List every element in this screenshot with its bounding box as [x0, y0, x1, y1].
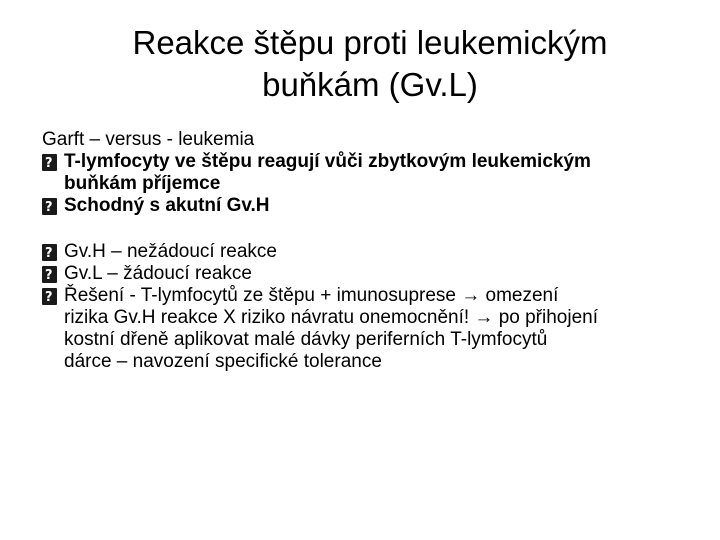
bullet-icon	[42, 288, 57, 305]
bullet-item	[42, 285, 702, 373]
bullet-text-cont: dárce – navození specifické tolerance	[64, 351, 382, 372]
bullet-text: Schodný s akutní Gv.H	[64, 195, 270, 216]
bullet-text: Gv.L – žádoucí reakce	[64, 263, 252, 284]
title-line-1: Reakce štěpu proti leukemickým	[132, 24, 608, 61]
bullet-icon	[42, 266, 57, 283]
bullet-text-cont: kostní dřeně aplikovat malé dávky periferních T-lymfocytů	[64, 329, 548, 350]
bullet-text: Řešení - T-lymfocytů ze štěpu + imunosuprese → omezení	[64, 285, 559, 306]
spacer	[42, 217, 702, 241]
intro-text: Garft – versus - leukemia	[42, 129, 255, 150]
slide-title	[60, 22, 680, 106]
slide-body	[42, 129, 702, 373]
bullet-item	[42, 241, 702, 263]
bullet-item	[42, 263, 702, 285]
bullet-item	[42, 195, 702, 217]
bullet-icon	[42, 198, 57, 215]
bullet-icon	[42, 154, 57, 171]
bullet-text-cont: buňkám příjemce	[64, 173, 221, 194]
bullet-text: T-lymfocyty ve štěpu reagují vůči zbytkovým leukemickým	[64, 151, 591, 172]
title-line-2: buňkám (Gv.L)	[262, 66, 478, 103]
bullet-text: Gv.H – nežádoucí reakce	[64, 241, 277, 262]
bullet-item	[42, 151, 702, 195]
bullet-text-cont: rizika Gv.H reakce X riziko návratu onemocnění! → po přihojení	[64, 307, 598, 328]
bullet-icon	[42, 244, 57, 261]
